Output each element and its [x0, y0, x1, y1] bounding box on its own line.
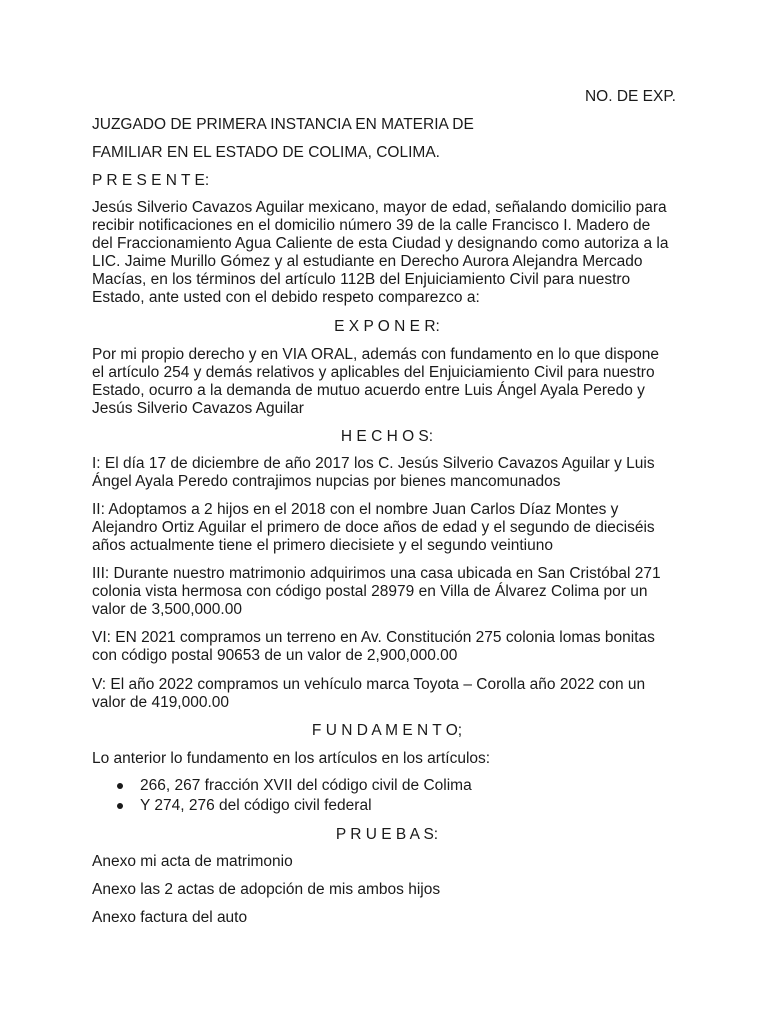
prueba-item: Anexo factura del auto [92, 909, 248, 926]
exponer-line: Jesús Silverio Cavazos Aguilar [92, 400, 304, 417]
exponer-heading: E X P O N E R: [334, 318, 440, 335]
hecho-item [92, 501, 682, 555]
intro-line: Estado, ante usted con el debido respeto comparezco a: [92, 289, 480, 306]
hecho-item [92, 455, 682, 491]
hecho-line: Ángel Ayala Peredo contrajimos nupcias por bienes mancomunados [92, 473, 561, 490]
bullet-icon [117, 803, 123, 809]
intro-line: del Fraccionamiento Agua Caliente de esta Ciudad y designando como autoriza a la [92, 235, 669, 252]
exponer-paragraph [92, 346, 682, 418]
intro-line: recibir notificaciones en el domicilio número 39 de la calle Francisco I. Madero de [92, 217, 651, 234]
exponer-line: Estado, ocurro a la demanda de mutuo acuerdo entre Luis Ángel Ayala Peredo y [92, 382, 645, 399]
hecho-line: años actualmente tiene el primero diecisiete y el segundo veintiuno [92, 537, 553, 554]
hechos-heading: H E C H O S: [340, 428, 434, 445]
hecho-line: Alejandro Ortiz Aguilar el primero de doce años de edad y el segundo de dieciséis [92, 519, 655, 536]
hecho-line: valor de 3,500,000.00 [92, 601, 242, 618]
prueba-item: Anexo mi acta de matrimonio [92, 853, 293, 870]
court-name-line-2: FAMILIAR EN EL ESTADO DE COLIMA, COLIMA. [92, 144, 440, 161]
fundamento-intro: Lo anterior lo fundamento en los artículos en los artículos: [92, 750, 491, 767]
bullet-icon [117, 783, 123, 789]
hecho-line: I: El día 17 de diciembre de año 2017 los C. Jesús Silverio Cavazos Aguilar y Luis [92, 455, 655, 472]
expediente-number: NO. DE EXP. [584, 88, 676, 105]
hecho-line: valor de 419,000.00 [92, 694, 230, 711]
intro-line: Macías, en los términos del artículo 112B del Enjuiciamiento Civil para nuestro [92, 271, 631, 288]
hecho-item [92, 565, 682, 619]
presente-heading: P R E S E N T E: [92, 172, 210, 189]
hecho-line: III: Durante nuestro matrimonio adquirimos una casa ubicada en San Cristóbal 271 [92, 565, 661, 582]
fundamento-heading: F U N D A M E N T O; [311, 722, 463, 739]
exponer-line: el artículo 254 y demás relativos y aplicables del Enjuiciamiento Civil para nuestro [92, 364, 655, 381]
hecho-line: colonia vista hermosa con código postal 28979 en Villa de Álvarez Colima por un [92, 583, 648, 600]
hecho-line: II: Adoptamos a 2 hijos en el 2018 con el nombre Juan Carlos Díaz Montes y [92, 501, 619, 518]
court-name-line-1: JUZGADO DE PRIMERA INSTANCIA EN MATERIA DE [92, 116, 474, 133]
prueba-item: Anexo las 2 actas de adopción de mis ambos hijos [92, 881, 441, 898]
fundamento-list [92, 777, 682, 817]
intro-paragraph [92, 199, 682, 307]
hecho-line: con código postal 90653 de un valor de 2,900,000.00 [92, 647, 458, 664]
intro-line: Jesús Silverio Cavazos Aguilar mexicano, mayor de edad, señalando domicilio para [92, 199, 667, 216]
hecho-item [92, 676, 682, 712]
hecho-item [92, 629, 682, 665]
exponer-line: Por mi propio derecho y en VIA ORAL, además con fundamento en lo que dispone [92, 346, 659, 363]
intro-line: LIC. Jaime Murillo Gómez y al estudiante en Derecho Aurora Alejandra Mercado [92, 253, 643, 270]
hecho-line: VI: EN 2021 compramos un terreno en Av. Constitución 275 colonia lomas bonitas [92, 629, 655, 646]
fundamento-bullet: 266, 267 fracción XVII del código civil de Colima [92, 777, 682, 797]
hecho-line: V: El año 2022 compramos un vehículo marca Toyota – Corolla año 2022 con un [92, 676, 646, 693]
pruebas-heading: P R U E B A S: [335, 826, 439, 843]
fundamento-bullet: Y 274, 276 del código civil federal [92, 797, 682, 817]
